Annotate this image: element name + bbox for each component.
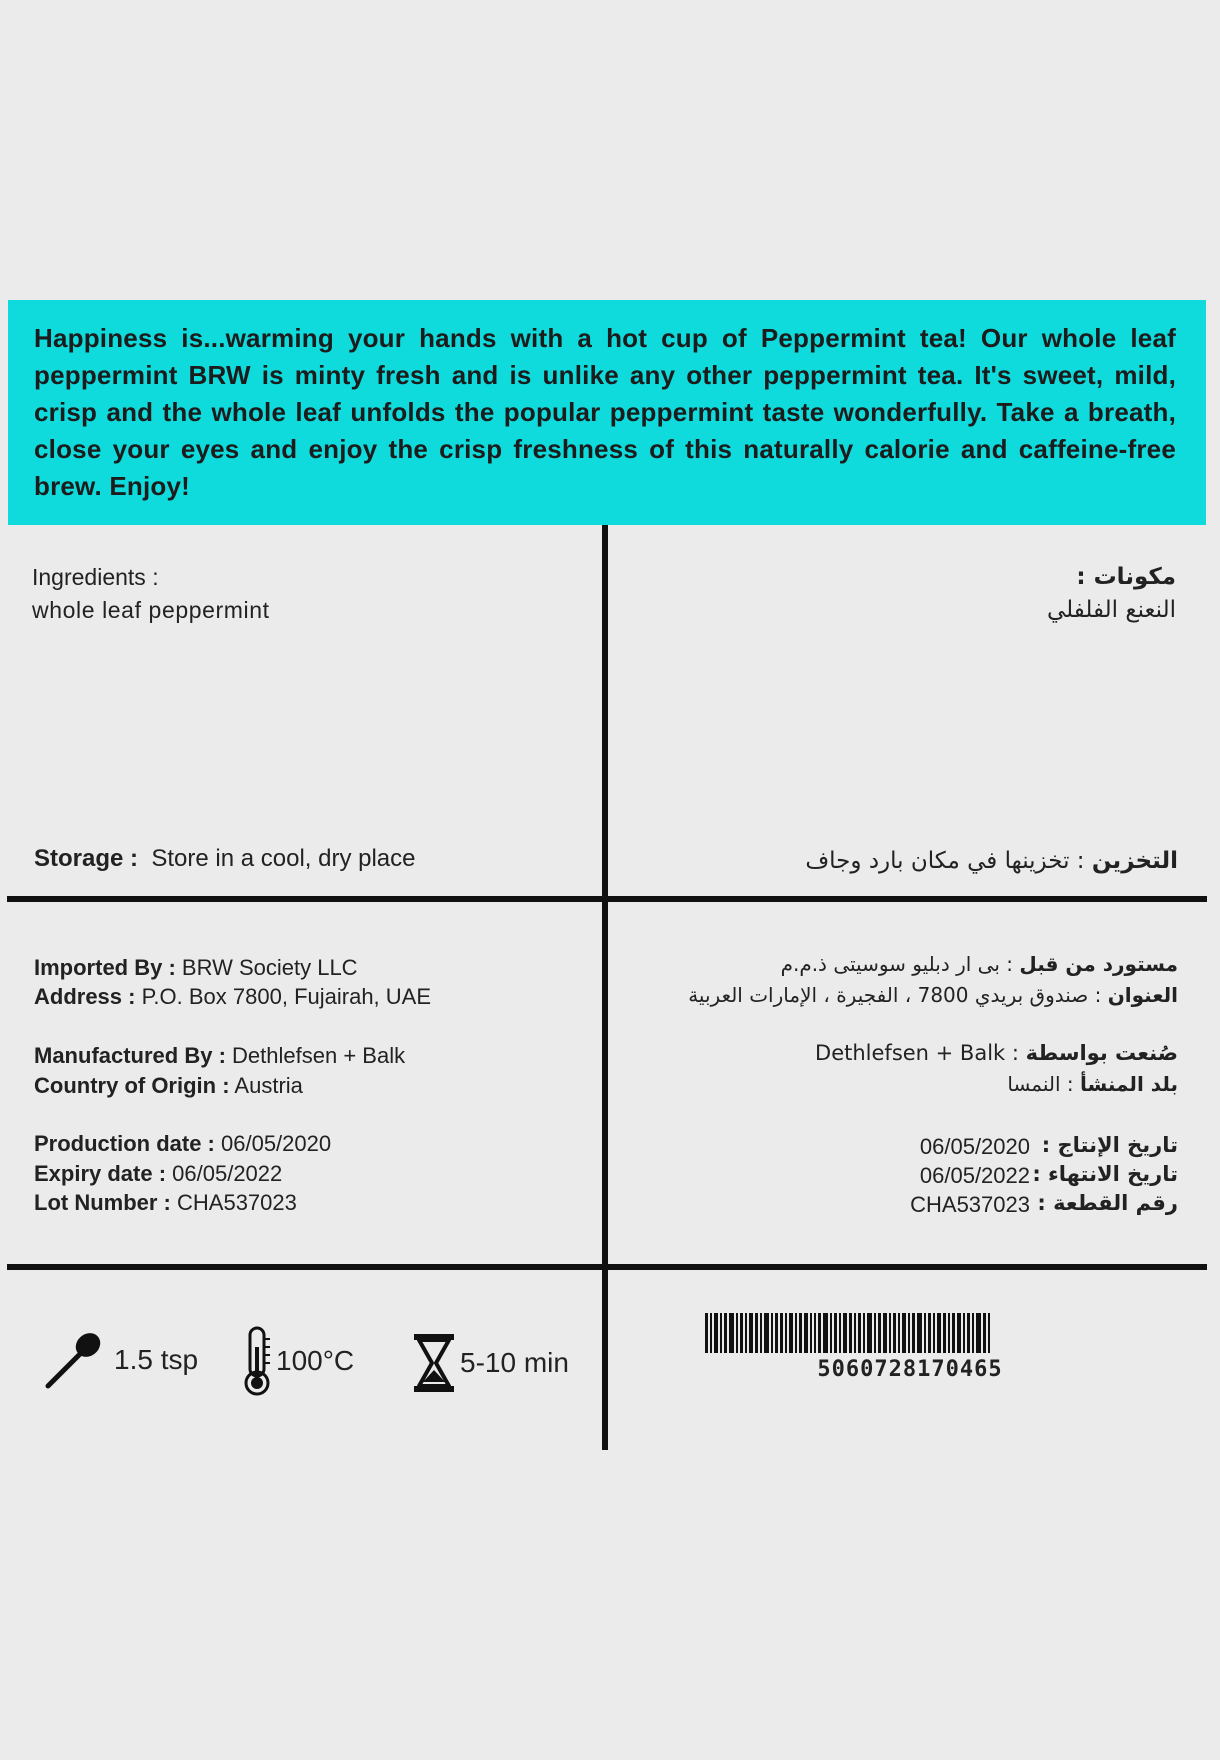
brew-temperature-label: 100°C — [276, 1345, 355, 1376]
ingredients-value-ar: النعنع الفلفلي — [1047, 597, 1176, 623]
barcode-bar — [912, 1313, 915, 1353]
barcode-bar — [705, 1313, 708, 1353]
address-row-ar — [688, 983, 1178, 1007]
intro-text: Happiness is...warming your hands with a hot cup of Peppermint tea! Our whole leaf peppermint BRW is minty fresh and is unlike any other peppermint tea. It's sweet, mild, crisp and the whole leaf unfolds the popular peppermint taste wonderfully. Take a breath, close your eyes and enjoy the crisp freshness of this naturally calorie and caffeine-free brew. Enjoy! — [34, 323, 1176, 501]
divider-vertical-top — [602, 525, 608, 900]
barcode-bar — [898, 1313, 900, 1353]
barcode-bar — [943, 1313, 946, 1353]
barcode-bar — [745, 1313, 747, 1353]
expiry-date-value: 06/05/2022 — [166, 1161, 283, 1186]
intro-banner — [8, 300, 1206, 525]
divider-vertical-bottom — [602, 1268, 608, 1450]
barcode-bar — [948, 1313, 950, 1353]
ingredients-label: Ingredients : — [32, 564, 159, 590]
storage-label-ar: التخزين — [1091, 848, 1178, 874]
barcode-bar — [917, 1313, 922, 1353]
lot-number-row — [34, 1190, 297, 1216]
origin-label: Country of Origin : — [34, 1073, 230, 1098]
barcode-bar — [795, 1313, 797, 1353]
barcode-bar — [902, 1313, 906, 1353]
barcode-bar — [755, 1313, 758, 1353]
expiry-date-row — [34, 1161, 282, 1187]
barcode-bar — [834, 1313, 837, 1353]
storage-label: Storage : — [34, 845, 139, 872]
manufactured-by-label: Manufactured By : — [34, 1043, 226, 1068]
divider-vertical-middle — [602, 900, 608, 1270]
barcode-bar — [799, 1313, 802, 1353]
expiry-date-label: Expiry date : — [34, 1161, 167, 1186]
lot-number-value-ar: CHA537023 — [910, 1192, 1030, 1217]
barcode-bar — [957, 1313, 961, 1353]
address-row — [34, 984, 431, 1010]
barcode-bar — [854, 1313, 856, 1353]
spoon-icon — [44, 1330, 106, 1390]
barcode-bar — [937, 1313, 941, 1353]
barcode-bar — [760, 1313, 762, 1353]
barcode-bar — [963, 1313, 965, 1353]
address-label-ar: العنوان — [1107, 983, 1178, 1007]
storage-value-ar: : تخزينها في مكان بارد وجاف — [805, 848, 1092, 874]
origin-value-ar: : النمسا — [1007, 1072, 1080, 1096]
barcode-bar — [780, 1313, 783, 1353]
production-date-label-ar: تاريخ الإنتاج : — [1041, 1133, 1178, 1157]
barcode-bar — [749, 1313, 753, 1353]
barcode-bar — [863, 1313, 865, 1353]
barcode-bar — [771, 1313, 773, 1353]
barcode-bar — [952, 1313, 955, 1353]
barcode-bar — [710, 1313, 712, 1353]
barcode-bar — [823, 1313, 828, 1353]
brew-time — [412, 1332, 569, 1394]
origin-value: Austria — [229, 1073, 303, 1098]
brew-time-label: 5-10 min — [460, 1347, 569, 1378]
barcode-number: 5060728170465 — [817, 1357, 1003, 1382]
barcode-bar — [988, 1313, 990, 1353]
barcode-bar — [858, 1313, 861, 1353]
brew-amount — [44, 1330, 198, 1390]
barcode-bar — [983, 1313, 986, 1353]
thermometer-icon — [240, 1325, 274, 1397]
production-date-value-ar: 06/05/2020 — [919, 1134, 1030, 1159]
barcode-bar — [736, 1313, 738, 1353]
barcode-bar — [967, 1313, 970, 1353]
origin-row — [34, 1073, 303, 1099]
barcode-bar — [740, 1313, 743, 1353]
barcode-bar — [889, 1313, 891, 1353]
origin-label-ar: بلد المنشأ — [1080, 1072, 1178, 1096]
origin-row-ar — [1007, 1072, 1178, 1096]
barcode-bar — [867, 1313, 872, 1353]
imported-by-row — [34, 955, 358, 981]
manufactured-by-row — [34, 1043, 405, 1069]
hourglass-icon — [412, 1332, 456, 1394]
expiry-date-value-ar: 06/05/2022 — [919, 1163, 1030, 1188]
barcode-bar — [874, 1313, 876, 1353]
barcode-bar — [720, 1313, 722, 1353]
barcode-bar — [928, 1313, 931, 1353]
barcode-bar — [775, 1313, 778, 1353]
barcode-bar — [785, 1313, 787, 1353]
barcode-bar — [933, 1313, 935, 1353]
lot-number-label: Lot Number : — [34, 1190, 171, 1215]
manufactured-by-row-ar — [815, 1041, 1178, 1065]
barcode-bar — [883, 1313, 887, 1353]
barcode-bar — [839, 1313, 841, 1353]
storage-row-ar — [805, 848, 1178, 874]
barcode-bar — [764, 1313, 769, 1353]
brew-temperature — [240, 1325, 354, 1397]
lot-number-label-ar: رقم القطعة : — [1037, 1191, 1178, 1215]
barcode-bar — [830, 1313, 832, 1353]
imported-by-value: BRW Society LLC — [175, 955, 358, 980]
imported-by-label-ar: مستورد من قبل — [1019, 952, 1178, 976]
production-date-value: 06/05/2020 — [214, 1131, 332, 1156]
address-value: P.O. Box 7800, Fujairah, UAE — [135, 984, 432, 1009]
barcode-bar — [714, 1313, 718, 1353]
barcode-bar — [849, 1313, 852, 1353]
barcode-bar — [724, 1313, 727, 1353]
barcode-bar — [814, 1313, 816, 1353]
barcode-bar — [878, 1313, 881, 1353]
barcode — [705, 1313, 1115, 1353]
barcode-bar — [893, 1313, 896, 1353]
barcode-bar — [972, 1313, 974, 1353]
barcode-bar — [789, 1313, 793, 1353]
address-value-ar: : صندوق بريدي 7800 ، الفجيرة ، الإمارات العربية — [688, 983, 1108, 1007]
imported-by-row-ar — [781, 952, 1178, 976]
production-date-label: Production date : — [34, 1131, 215, 1156]
barcode-bar — [810, 1313, 812, 1353]
expiry-date-label-ar: تاريخ الانتهاء : — [1032, 1162, 1178, 1186]
ingredients-value: whole leaf peppermint — [32, 597, 270, 623]
storage-value: Store in a cool, dry place — [151, 845, 416, 872]
brew-amount-label: 1.5 tsp — [114, 1344, 199, 1375]
ingredients-label-ar: مكونات : — [1076, 564, 1176, 590]
lot-number-value: CHA537023 — [170, 1190, 297, 1215]
barcode-bar — [908, 1313, 910, 1353]
imported-by-value-ar: : بى ار دبليو سوسيتى ذ.م.م — [780, 952, 1020, 976]
address-label: Address : — [34, 984, 136, 1009]
storage-row — [34, 845, 416, 873]
manufactured-by-value: Dethlefsen + Balk — [225, 1043, 406, 1068]
barcode-bar — [729, 1313, 734, 1353]
barcode-bar — [818, 1313, 821, 1353]
imported-by-label: Imported By : — [34, 955, 176, 980]
production-date-row — [34, 1131, 331, 1157]
barcode-bar — [843, 1313, 847, 1353]
barcode-bar — [924, 1313, 926, 1353]
manufactured-by-value-ar: Dethlefsen + Balk : — [815, 1041, 1019, 1065]
barcode-bar — [976, 1313, 981, 1353]
barcode-bar — [804, 1313, 808, 1353]
manufactured-by-label-ar: صُنعت بواسطة — [1025, 1041, 1178, 1065]
